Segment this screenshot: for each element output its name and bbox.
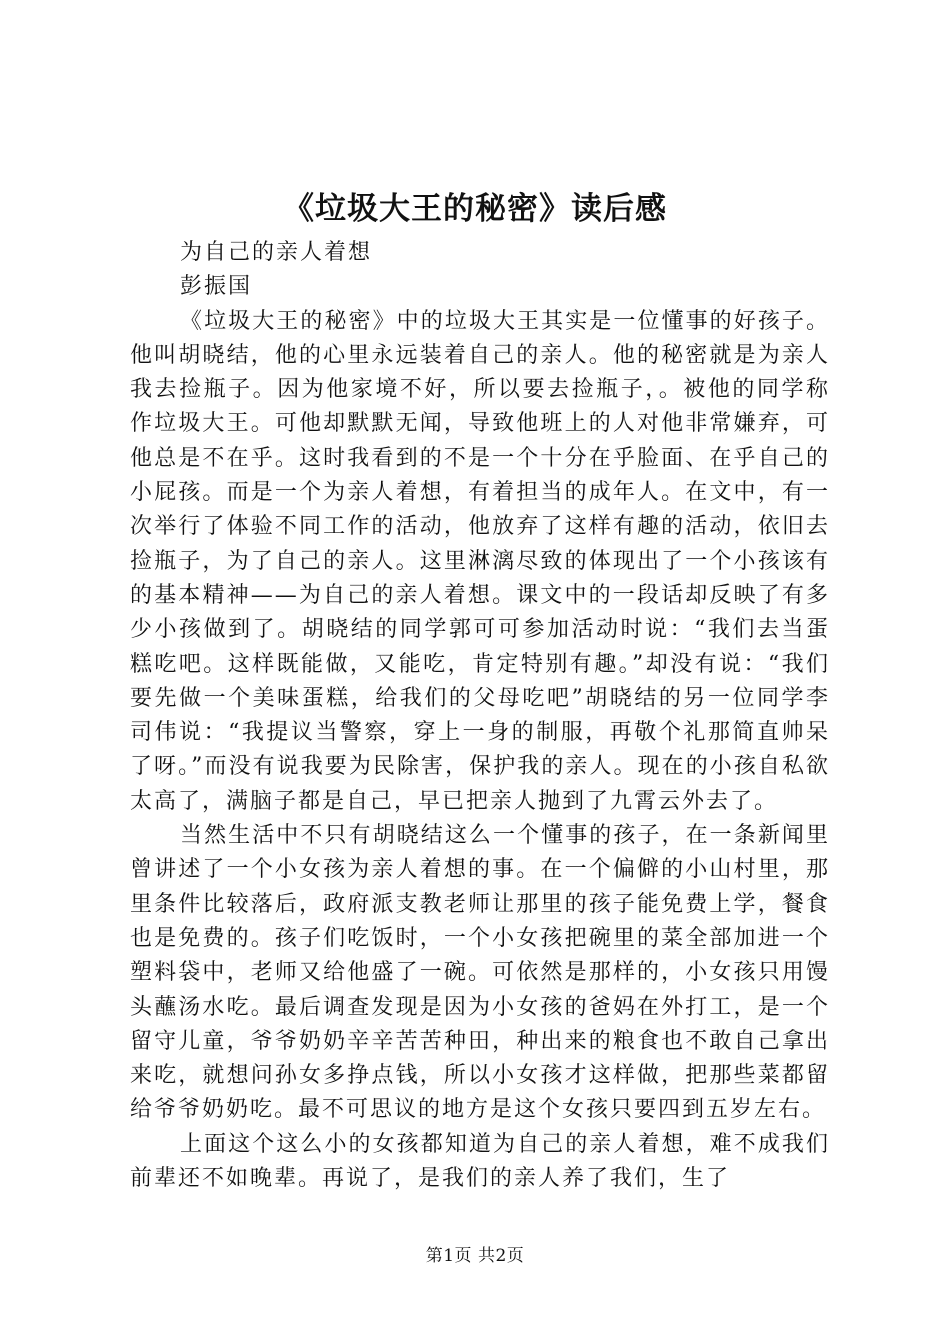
body-paragraph-1: 《垃圾大王的秘密》中的垃圾大王其实是一位懂事的好孩子。他叫胡晓结，他的心里永远装着自己的亲人。他的秘密就是为亲人我去捡瓶子。因为他家境不好，所以要去捡瓶子，。被他的同学称作垃圾大王。可他却默默无闻，导致他班上的人对他非常嫌弃，可他总是不在乎。这时我看到的不是一个十分在乎脸面、在乎自己的小屁孩。而是一个为亲人着想，有着担当的成年人。在文中，有一次举行了体验不同工作的活动，他放弃了这样有趣的活动，依旧去捡瓶子，为了自己的亲人。这里淋漓尽致的体现出了一个小孩该有的基本精神——为自己的亲人着想。课文中的一段话却反映了有多少小孩做到了。胡晓结的同学郭可可参加活动时说：“我们去当蛋糕吃吧。这样既能做，又能吃，肯定特别有趣。”却没有说：“我们要先做一个美味蛋糕，给我们的父母吃吧”胡晓结的另一位同学李司伟说：“我提议当警察，穿上一身的制服，再敬个礼那简直帅呆了呀。”而没有说我要为民除害，保护我的亲人。现在的小孩自私欲太高了，满脑子都是自己，早已把亲人抛到了九霄云外去了。 xyxy=(130,308,830,814)
body-paragraph-2: 当然生活中不只有胡晓结这么一个懂事的孩子，在一条新闻里曾讲述了一个小女孩为亲人着想的事。在一个偏僻的小山村里，那里条件比较落后，政府派支教老师让那里的孩子能免费上学，餐食也是免费的。孩子们吃饭时，一个小女孩把碗里的菜全部加进一个塑料袋中，老师又给他盛了一碗。可依然是那样的，小女孩只用馒头蘸汤水吃。最后调查发现是因为小女孩的爸妈在外打工，是一个留守儿童，爷爷奶奶辛辛苦苦种田，种出来的粮食也不敢自己拿出来吃，就想问孙女多挣点钱，所以小女孩才这样做，把那些菜都留给爷爷奶奶吃。最不可思议的地方是这个女孩只要四到五岁左右。 xyxy=(130,823,830,1123)
author-line: 彭振国 xyxy=(180,274,253,300)
subtitle-line: 为自己的亲人着想 xyxy=(180,240,373,265)
document-body xyxy=(130,236,830,1196)
body-paragraph-3: 上面这个这么小的女孩都知道为自己的亲人着想，难不成我们前辈还不如晚辈。再说了，是我们的亲人养了我们，生了 xyxy=(130,1131,830,1192)
document-title: 《垃圾大王的秘密》读后感 xyxy=(283,191,667,227)
page-number-footer: 第1页 共2页 xyxy=(425,1246,525,1266)
